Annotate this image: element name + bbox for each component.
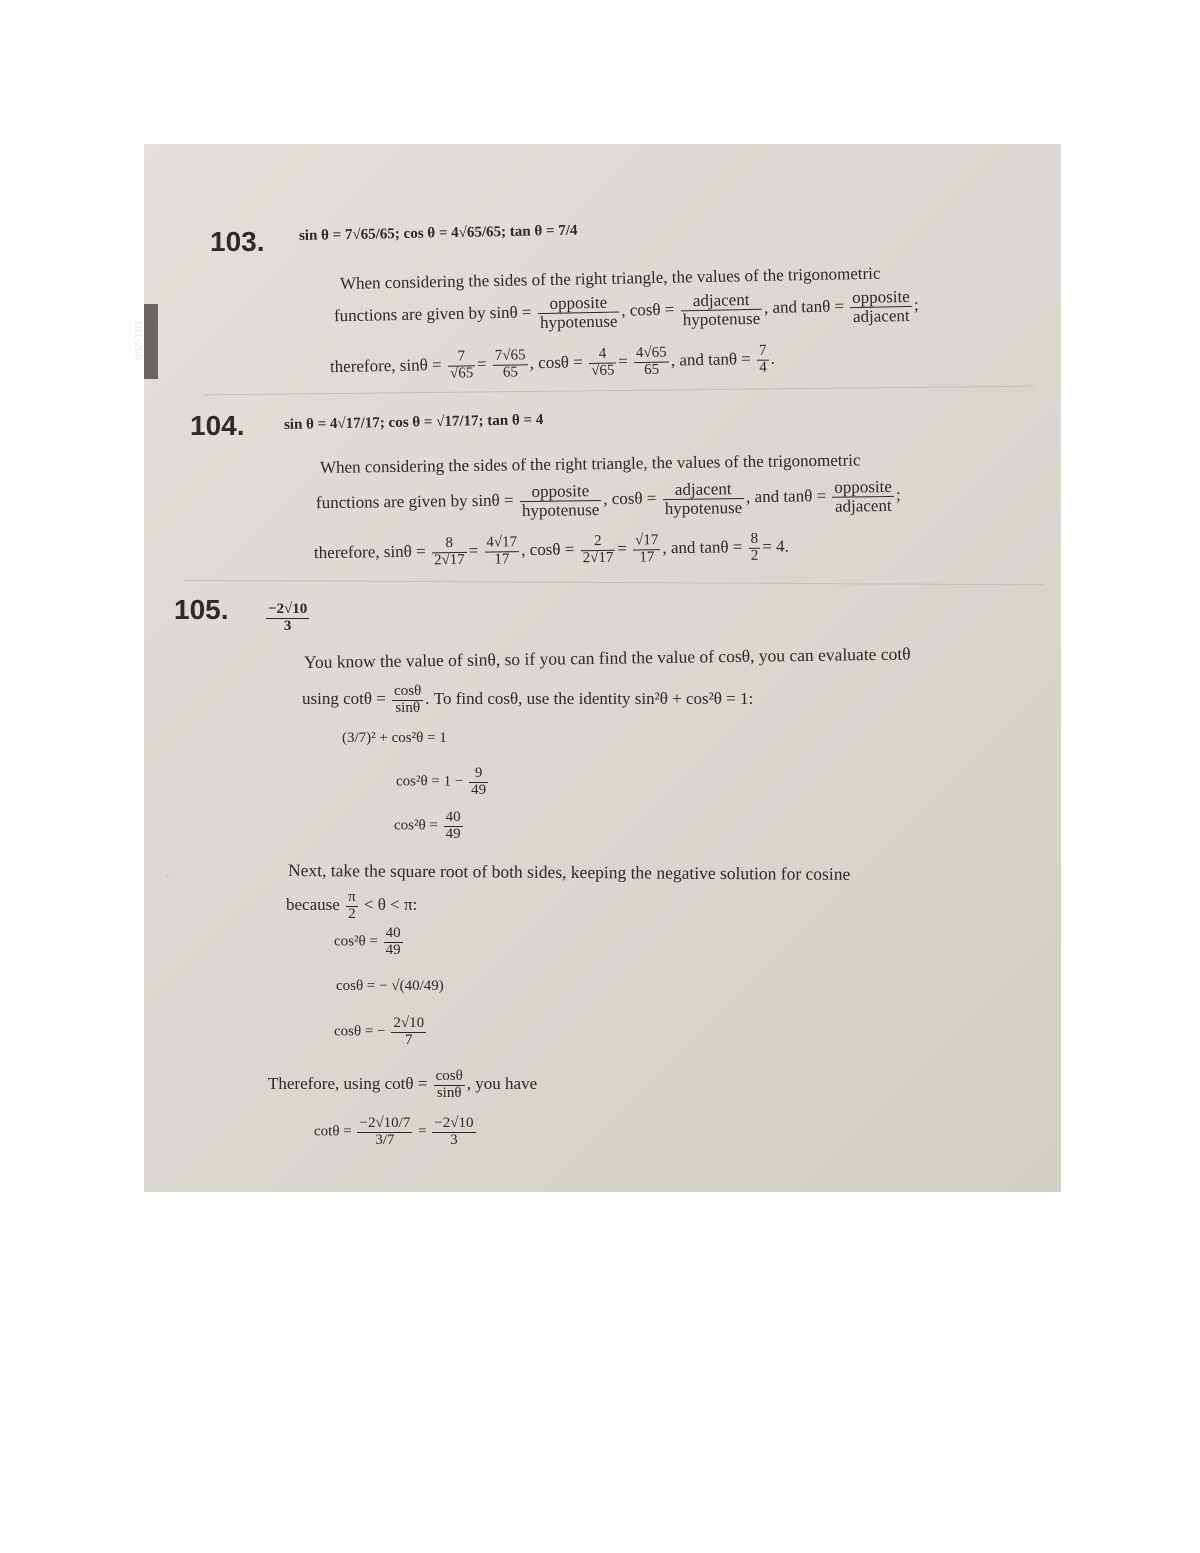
eq-4: cos²θ = $\frac{40}{49}$ bbox=[334, 925, 401, 958]
divider-103 bbox=[204, 386, 1034, 396]
problem-103-answer: sin θ = 7√65/65; cos θ = 4√65/65; tan θ = 7/4 bbox=[298, 222, 578, 244]
page-photo bbox=[132, 144, 1061, 1192]
eq-3: cos²θ = $\frac{40}{49}$ bbox=[394, 809, 461, 842]
bleed-through-marks: · bbox=[164, 864, 172, 889]
cos-def-fraction: $\frac{\text{adjacent}}{\text{hypotenuse}}$ bbox=[680, 291, 762, 329]
problem-104-line-2: functions are given by sinθ = $\frac{\text{opposite}}{\text{hypotenuse}}$ , cosθ = $\frac{\text{adjacent}}{\text{hypotenuse}}$ , and tanθ = $\frac{\text{opposite}}{\text{adjacent}}$ ; bbox=[315, 476, 901, 520]
problem-104-line-3: therefore, sinθ = $\frac{8}{2√17}$ = $\frac{4√17}{17}$ , cosθ = $\frac{2}{2√17}$ = $\frac{√17}{17}$ , and tanθ = $\frac{8}{2}$ = 4. bbox=[313, 530, 789, 569]
problem-105-line-3: Next, take the square root of both sides, keeping the negative solution for cosine bbox=[287, 860, 851, 884]
problem-103-line-1: When considering the sides of the right triangle, the values of the trigonometric bbox=[339, 263, 881, 293]
eq-1: (3/7)² + cos²θ = 1 bbox=[342, 730, 447, 746]
problem-104-answer: sin θ = 4√17/17; cos θ = √17/17; tan θ = 4 bbox=[283, 412, 544, 433]
problem-104-number: 104. bbox=[190, 410, 245, 441]
problem-105-line-1: You know the value of sinθ, so if you can find the value of cosθ, you can evaluate cotθ bbox=[303, 643, 911, 672]
eq-2: cos²θ = 1 − $\frac{9}{49}$ bbox=[396, 765, 487, 798]
chapter-tab-label: 101-200 bbox=[132, 319, 145, 361]
eq-6: cosθ = − $\frac{2√10}{7}$ bbox=[334, 1015, 425, 1048]
problem-104-line-1: When considering the sides of the right triangle, the values of the trigonometric bbox=[319, 450, 861, 477]
eq-7: cotθ = $\frac{-2√10/7}{3/7}$ = $\frac{-2√10}{3}$ bbox=[314, 1115, 474, 1148]
problem-105-answer: $\frac{-2√10}{3}$ bbox=[268, 601, 308, 634]
problem-105-line-5: Therefore, using cotθ = $\frac{\cos\theta}{\sin\theta}$ , you have bbox=[268, 1068, 538, 1101]
problem-103-line-3: therefore, sinθ = $\frac{7}{√65}$ = $\frac{7√65}{65}$ , cosθ = $\frac{4}{√65}$ = $\frac{4√65}{65}$ , and tanθ = $\frac{7}{4}$ . bbox=[329, 342, 776, 382]
chapter-tab bbox=[132, 304, 158, 379]
divider-104 bbox=[184, 580, 1044, 586]
sin-def-fraction: $\frac{\text{opposite}}{\text{hypotenuse}}$ bbox=[537, 294, 619, 332]
problem-105-line-2: using cotθ = $\frac{\cos\theta}{\sin\theta}$ . To find cosθ, use the identity sin²θ + cos²θ = 1: bbox=[302, 683, 754, 716]
eq-5: cosθ = − √(40/49) bbox=[336, 978, 444, 994]
problem-103-number: 103. bbox=[210, 226, 265, 257]
problem-103-line-2: functions are given by sinθ = $\frac{\text{opposite}}{\text{hypotenuse}}$ , cosθ = $\frac{\text{adjacent}}{\text{hypotenuse}}$ , and tanθ = $\frac{\text{opposite}}{\text{adjacent}}$ ; bbox=[333, 286, 919, 332]
problem-105-number: 105. bbox=[174, 594, 229, 625]
tan-def-fraction: $\frac{\text{opposite}}{\text{adjacent}}$ bbox=[850, 288, 912, 326]
problem-105-line-4: because $\frac{\pi}{2}$ < θ < π: bbox=[286, 889, 418, 922]
